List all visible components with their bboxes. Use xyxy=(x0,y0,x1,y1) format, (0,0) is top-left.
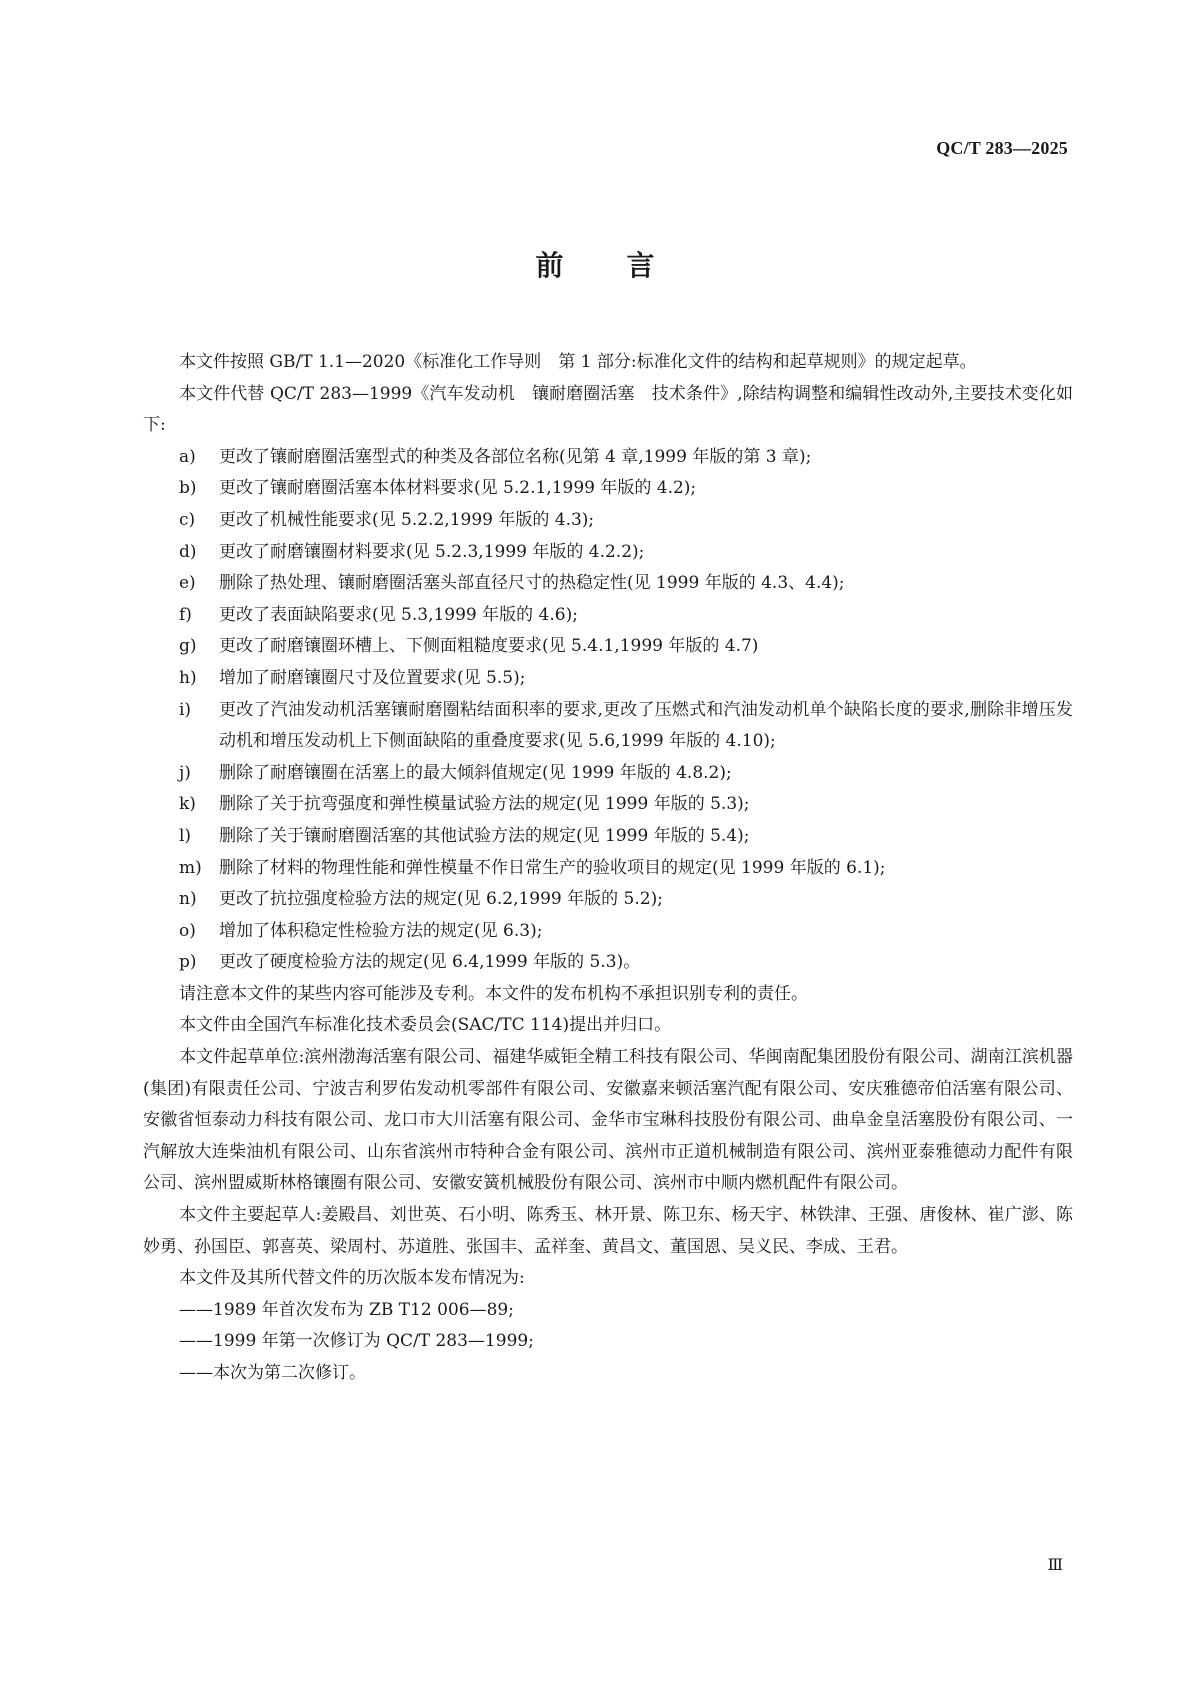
list-item xyxy=(143,884,1073,916)
drafters: 本文件主要起草人:姜殿昌、刘世英、石小明、陈秀玉、林开景、陈卫东、杨天宇、林铁津、王强、唐俊林、崔广澎、陈妙勇、孙国臣、郭喜英、梁周村、苏道胜、张国丰、孟祥奎、黄昌文、董国恩、吴义民、李成、王君。 xyxy=(143,1205,1073,1257)
list-item xyxy=(143,789,1073,821)
list-item xyxy=(143,853,1073,885)
intro-paragraph-1: 本文件按照 GB/T 1.1—2020《标准化工作导则 第 1 部分:标准化文件的结构和起草规则》的规定起草。 xyxy=(179,352,977,372)
document-code: QC/T 283—2025 xyxy=(936,138,1068,158)
list-item-text: 更改了镶耐磨圈活塞本体材料要求(见 5.2.1,1999 年版的 4.2); xyxy=(219,478,697,499)
list-item-text: 删除了材料的物理性能和弹性模量不作日常生产的验收项目的规定(见 1999 年版的 6.1); xyxy=(219,857,886,878)
intro-paragraph-2: 本文件代替 QC/T 283—1999《汽车发动机 镶耐磨圈活塞 技术条件》,除结构调整和编辑性改动外,主要技术变化如下: xyxy=(143,383,1073,436)
list-item-label: o) xyxy=(179,920,196,941)
patent-notice: 请注意本文件的某些内容可能涉及专利。本文件的发布机构不承担识别专利的责任。 xyxy=(179,983,808,1004)
list-item-text: 更改了表面缺陷要求(见 5.3,1999 年版的 4.6); xyxy=(219,604,578,625)
drafting-units: 本文件起草单位:滨州渤海活塞有限公司、福建华威钜全精工科技有限公司、华闽南配集团股份有限公司、湖南江滨机器(集团)有限责任公司、宁波吉利罗佑发动机零部件有限公司、安徽嘉来顿活塞汽配有限公司、安庆雅德帝伯活塞有限公司、安徽省恒泰动力科技有限公司、龙口市大川活塞有限公司、金华市宝琳科技股份有限公司、曲阜金皇活塞股份有限公司、一汽解放大连柴油机有限公司、山东省滨州市特种合金有限公司、滨州市正道机械制造有限公司、滨州亚泰雅德动力配件有限公司、滨州盟威斯林格镶圈有限公司、安徽安簧机械股份有限公司、滨州市中顺内燃机配件有限公司。 xyxy=(143,1047,1073,1194)
list-item-text: 删除了热处理、镶耐磨圈活塞头部直径尺寸的热稳定性(见 1999 年版的 4.3、4.4); xyxy=(219,573,845,594)
history-entry: ——1999 年第一次修订为 QC/T 283—1999; xyxy=(179,1331,534,1352)
history-entry: ——1989 年首次发布为 ZB T12 006—89; xyxy=(179,1299,514,1320)
list-item-label: c) xyxy=(179,509,196,530)
list-item-label: d) xyxy=(179,541,197,562)
list-item xyxy=(143,663,1073,695)
list-item xyxy=(143,505,1073,537)
page-number: Ⅲ xyxy=(1047,1557,1063,1574)
list-item-text: 更改了抗拉强度检验方法的规定(见 6.2,1999 年版的 5.2); xyxy=(219,889,663,910)
list-item xyxy=(143,695,1073,758)
list-item-text: 更改了机械性能要求(见 5.2.2,1999 年版的 4.3); xyxy=(219,509,595,530)
list-item-text: 更改了耐磨镶圈环槽上、下侧面粗糙度要求(见 5.4.1,1999 年版的 4.7) xyxy=(219,636,759,657)
list-item-text: 更改了镶耐磨圈活塞型式的种类及各部位名称(见第 4 章,1999 年版的第 3 章); xyxy=(219,446,812,467)
list-item-label: f) xyxy=(179,604,192,625)
list-item-text: 删除了耐磨镶圈在活塞上的最大倾斜值规定(见 1999 年版的 4.8.2); xyxy=(219,762,732,783)
list-item-label: e) xyxy=(179,573,196,594)
list-item xyxy=(143,442,1073,474)
page-title xyxy=(0,244,1191,284)
foreword-body xyxy=(143,347,1073,1390)
list-item-text: 增加了耐磨镶圈尺寸及位置要求(见 5.5); xyxy=(219,667,526,688)
list-item-text: 更改了硬度检验方法的规定(见 6.4,1999 年版的 5.3)。 xyxy=(219,952,641,973)
list-item-text: 更改了汽油发动机活塞镶耐磨圈粘结面积率的要求,更改了压燃式和汽油发动机单个缺陷长度的要求,删除非增压发动机和增压发动机上下侧面缺陷的重叠度要求(见 5.6,1999 年版的 4.10); xyxy=(219,699,1073,752)
list-item-text: 删除了关于镶耐磨圈活塞的其他试验方法的规定(见 1999 年版的 5.4); xyxy=(219,825,750,846)
list-item xyxy=(143,821,1073,853)
list-item xyxy=(143,947,1073,979)
change-list xyxy=(143,442,1073,979)
list-item-label: a) xyxy=(179,446,196,467)
list-item xyxy=(143,916,1073,948)
list-item-label: k) xyxy=(179,794,196,815)
list-item xyxy=(143,600,1073,632)
list-item-label: j) xyxy=(179,762,191,783)
history-entry: ——本次为第二次修订。 xyxy=(179,1363,366,1383)
list-item-text: 删除了关于抗弯强度和弹性模量试验方法的规定(见 1999 年版的 5.3); xyxy=(219,794,750,815)
list-item-text: 更改了耐磨镶圈材料要求(见 5.2.3,1999 年版的 4.2.2); xyxy=(219,541,645,562)
list-item-label: l) xyxy=(179,825,192,846)
list-item xyxy=(143,537,1073,569)
list-item-label: g) xyxy=(179,636,197,657)
list-item xyxy=(143,631,1073,663)
list-item-label: h) xyxy=(179,667,197,688)
title-char-2: 言 xyxy=(626,249,656,282)
list-item xyxy=(143,758,1073,790)
list-item-label: n) xyxy=(179,889,197,910)
proposer-statement: 本文件由全国汽车标准化技术委员会(SAC/TC 114)提出并归口。 xyxy=(179,1015,672,1036)
history-intro: 本文件及其所代替文件的历次版本发布情况为: xyxy=(179,1268,525,1289)
title-char-1: 前 xyxy=(535,249,565,282)
list-item-label: p) xyxy=(179,952,197,973)
list-item-text: 增加了体积稳定性检验方法的规定(见 6.3); xyxy=(219,920,543,941)
list-item-label: m) xyxy=(179,857,202,878)
list-item-label: b) xyxy=(179,478,197,499)
list-item-label: i) xyxy=(179,699,192,720)
list-item xyxy=(143,568,1073,600)
list-item xyxy=(143,473,1073,505)
